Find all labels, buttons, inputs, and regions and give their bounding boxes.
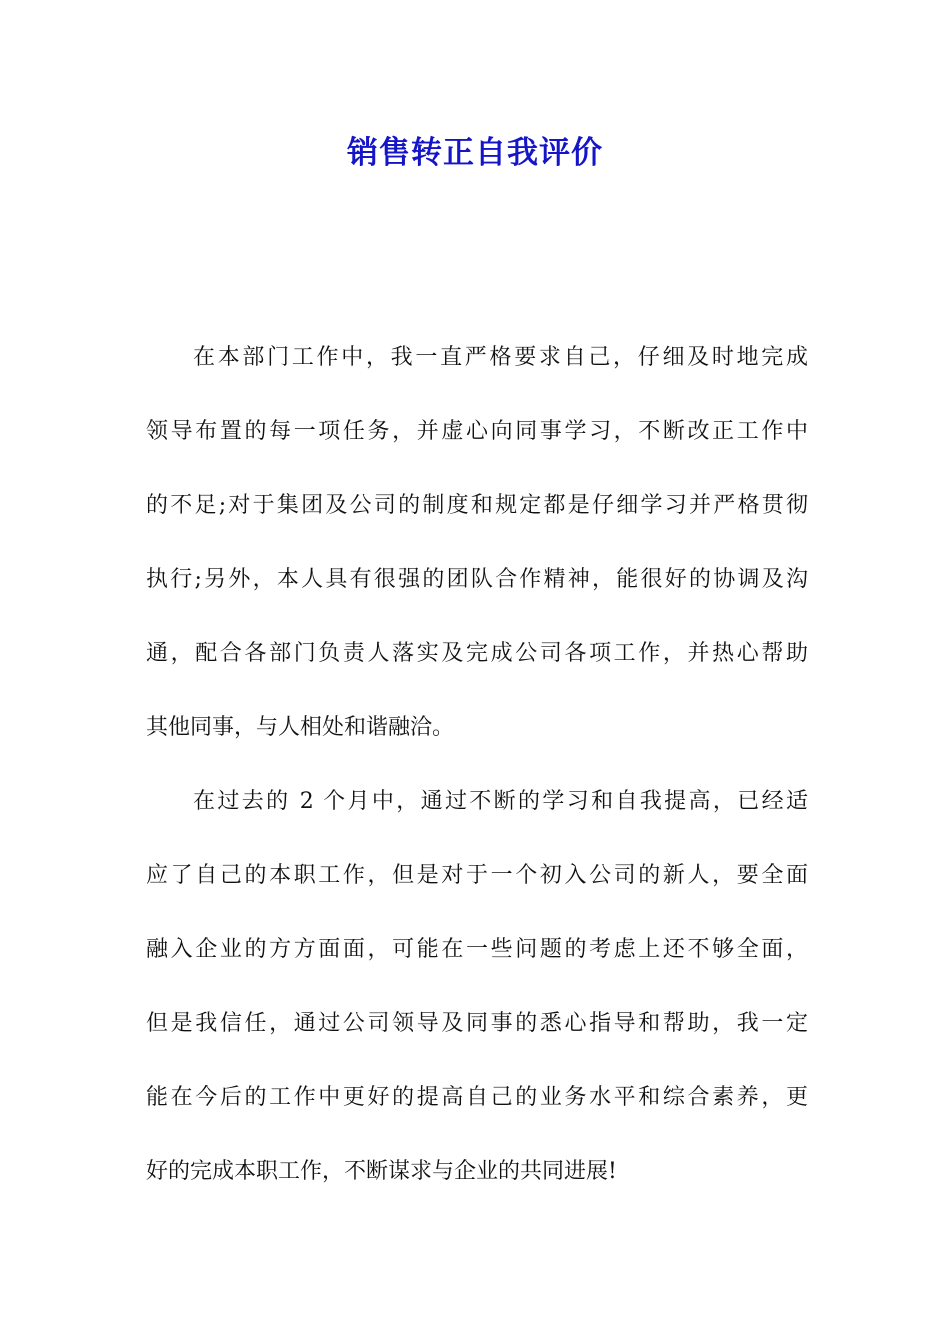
paragraph-2-line-3: 融入企业的方方面面，可能在一些问题的考虑上还不够全面， — [146, 937, 808, 962]
document-title: 销售转正自我评价 — [347, 135, 603, 171]
paragraph-2-line-1: 在过去的 2 个月中，通过不断的学习和自我提高，已经适 — [193, 789, 808, 814]
paragraph-2-line-4: 但是我信任，通过公司领导及同事的悉心指导和帮助，我一定 — [146, 1011, 808, 1036]
paragraph-1-line-2: 领导布置的每一项任务，并虚心向同事学习，不断改正工作中 — [146, 419, 808, 444]
paragraph-1-line-3: 的不足;对于集团及公司的制度和规定都是仔细学习并严格贯彻 — [146, 493, 808, 518]
paragraph-2-line-5: 能在今后的工作中更好的提高自己的业务水平和综合素养，更 — [146, 1085, 808, 1110]
paragraph-1-line-6: 其他同事，与人相处和谐融洽。 — [146, 715, 455, 740]
paragraph-1-line-1: 在本部门工作中，我一直严格要求自己，仔细及时地完成 — [193, 345, 808, 370]
paragraph-2-line-6: 好的完成本职工作，不断谋求与企业的共同进展! — [146, 1159, 617, 1184]
paragraph-2-line-2: 应了自己的本职工作，但是对于一个初入公司的新人，要全面 — [146, 863, 808, 888]
paragraph-1-line-4: 执行;另外，本人具有很强的团队合作精神，能很好的协调及沟 — [146, 567, 808, 592]
paragraph-1-line-5: 通，配合各部门负责人落实及完成公司各项工作，并热心帮助 — [146, 641, 808, 666]
